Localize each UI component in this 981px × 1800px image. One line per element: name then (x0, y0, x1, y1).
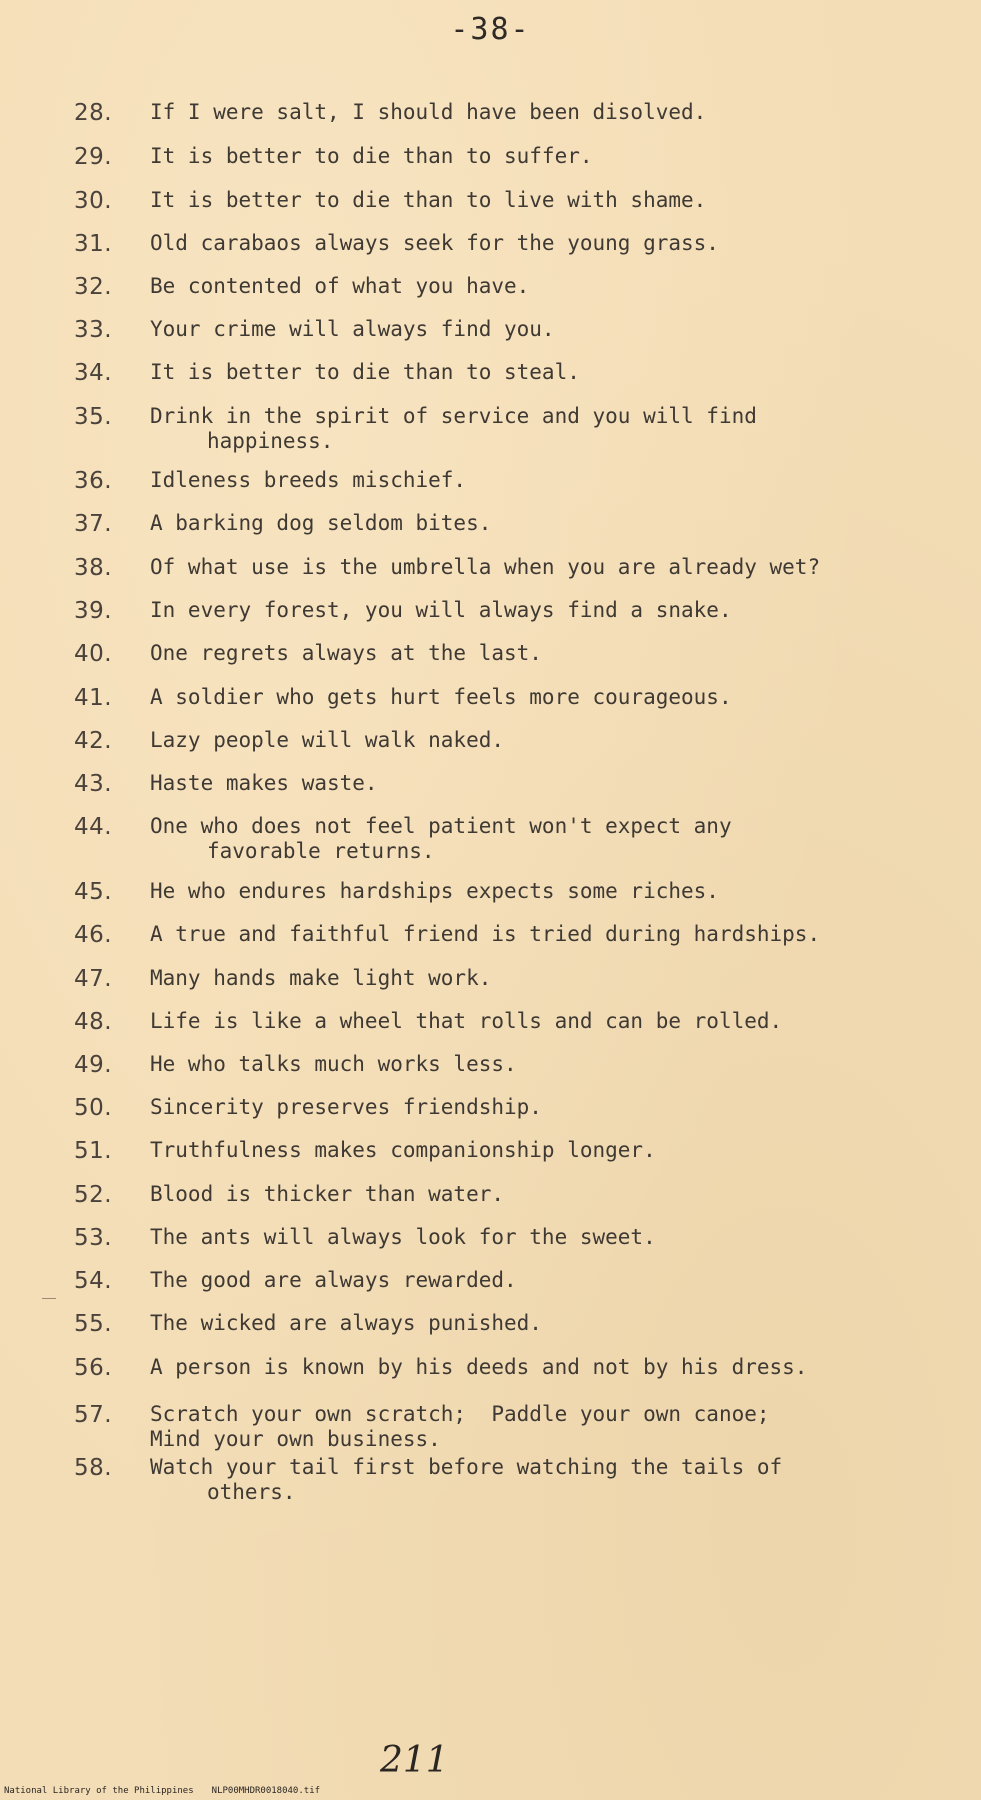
item-line: The wicked are always punished. (150, 1311, 542, 1335)
item-text (150, 511, 970, 536)
item-line: Blood is thicker than water. (150, 1182, 505, 1206)
item-line: It is better to die than to suffer. (150, 144, 593, 168)
item-text (150, 1052, 970, 1077)
item-number: 32. (74, 274, 113, 300)
item-line: Scratch your own scratch; Paddle your own canoe; (150, 1402, 770, 1426)
item-text (150, 144, 970, 169)
item-text (150, 879, 970, 904)
item-number: 55. (74, 1311, 113, 1337)
item-number: 30. (74, 188, 113, 214)
item-number: 28. (74, 100, 113, 126)
handwritten-page-number: 211 (380, 1740, 449, 1781)
item-text (150, 728, 970, 753)
item-text (150, 360, 970, 385)
item-number: 50. (74, 1095, 113, 1121)
item-line: The good are always rewarded. (150, 1268, 517, 1292)
item-text (150, 468, 970, 493)
item-text (150, 274, 970, 299)
item-number: 40. (74, 641, 113, 667)
item-text (150, 188, 970, 213)
item-number: 54. (74, 1268, 113, 1294)
item-number: 47. (74, 966, 113, 992)
item-number: 56. (74, 1355, 113, 1381)
item-number: 49. (74, 1052, 113, 1078)
item-number: 58. (74, 1455, 113, 1481)
item-number: 31. (74, 231, 113, 257)
item-text (150, 771, 970, 796)
item-number: 29. (74, 144, 113, 170)
item-number: 52. (74, 1182, 113, 1208)
item-line: He who endures hardships expects some riches. (150, 879, 719, 903)
item-text (150, 317, 970, 342)
item-line: A person is known by his deeds and not by his dress. (150, 1355, 808, 1379)
item-text (150, 1138, 970, 1163)
item-line: Be contented of what you have. (150, 274, 530, 298)
item-continuation: others. (207, 1480, 296, 1504)
item-number: 44. (74, 814, 113, 840)
item-line: Drink in the spirit of service and you will find (150, 404, 757, 428)
item-text (150, 231, 970, 256)
item-line: Watch your tail first before watching the tails of (150, 1455, 783, 1479)
item-text (150, 1225, 970, 1250)
item-line: One regrets always at the last. (150, 641, 542, 665)
item-text (150, 966, 970, 991)
item-number: 43. (74, 771, 113, 797)
item-text (150, 1182, 970, 1207)
item-line: One who does not feel patient won't expect any (150, 814, 732, 838)
item-text (150, 1009, 970, 1034)
item-text (150, 1455, 970, 1505)
item-number: 33. (74, 317, 113, 343)
item-text (150, 814, 970, 864)
item-line: He who talks much works less. (150, 1052, 517, 1076)
item-line: Your crime will always find you. (150, 317, 555, 341)
item-continuation: favorable returns. (207, 839, 435, 863)
item-text (150, 1355, 970, 1380)
item-text (150, 1095, 970, 1120)
item-line: Haste makes waste. (150, 771, 378, 795)
footer-library: National Library of the Philippines (4, 1786, 194, 1796)
item-number: 46. (74, 922, 113, 948)
item-text (150, 922, 970, 947)
item-number: 53. (74, 1225, 113, 1251)
item-text (150, 404, 970, 454)
item-text (150, 1268, 970, 1293)
item-number: 34. (74, 360, 113, 386)
item-line: Idleness breeds mischief. (150, 468, 467, 492)
item-text (150, 100, 970, 125)
item-line: Truthfulness makes companionship longer. (150, 1138, 656, 1162)
item-line: A barking dog seldom bites. (150, 511, 492, 535)
item-line: Sincerity preserves friendship. (150, 1095, 542, 1119)
item-line: If I were salt, I should have been disolved. (150, 100, 707, 124)
item-line: It is better to die than to live with shame. (150, 188, 707, 212)
item-continuation: happiness. (207, 429, 334, 453)
item-line: Of what use is the umbrella when you are already wet? (150, 555, 821, 579)
item-number: 42. (74, 728, 113, 754)
item-number: 48. (74, 1009, 113, 1035)
item-text (150, 598, 970, 623)
item-number: 36. (74, 468, 113, 494)
item-line: Lazy people will walk naked. (150, 728, 505, 752)
item-line: A true and faithful friend is tried during hardships. (150, 922, 821, 946)
footer-filename: NLP00MHDR0018040.tif (211, 1786, 321, 1796)
item-line: In every forest, you will always find a snake. (150, 598, 732, 622)
item-line: Life is like a wheel that rolls and can be rolled. (150, 1009, 783, 1033)
item-text (150, 641, 970, 666)
item-number: 51. (74, 1138, 113, 1164)
item-number: 35. (74, 404, 113, 430)
item-text (150, 1402, 970, 1452)
item-number: 57. (74, 1402, 113, 1428)
item-continuation: Mind your own business. (150, 1427, 441, 1451)
item-text (150, 1311, 970, 1336)
item-number: 45. (74, 879, 113, 905)
item-line: The ants will always look for the sweet. (150, 1225, 656, 1249)
item-text (150, 555, 970, 580)
item-number: 37. (74, 511, 113, 537)
item-text (150, 685, 970, 710)
item-line: A soldier who gets hurt feels more courageous. (150, 685, 732, 709)
item-number: 41. (74, 685, 113, 711)
item-number: 38. (74, 555, 113, 581)
item-number: 39. (74, 598, 113, 624)
margin-mark (42, 1298, 56, 1299)
archive-footer (4, 1786, 338, 1796)
item-line: Many hands make light work. (150, 966, 492, 990)
page-number: -38- (450, 12, 531, 47)
item-line: It is better to die than to steal. (150, 360, 580, 384)
item-line: Old carabaos always seek for the young grass. (150, 231, 719, 255)
